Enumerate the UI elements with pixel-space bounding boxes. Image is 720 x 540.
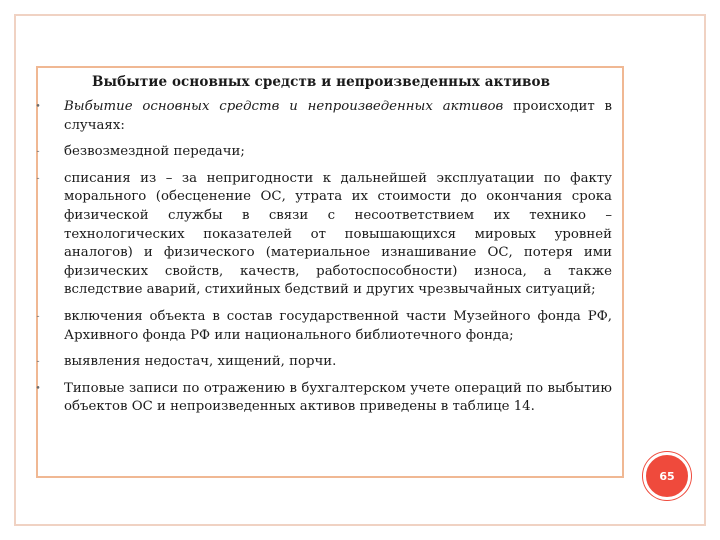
- list-item-text: безвозмездной передачи;: [64, 144, 245, 160]
- list-item-text: списания из – за непригодности к дальнейшей эксплуатации по факту морального (обесценение ОС, утрата их стоимости до окончания срока физической службы в связи с несоответствием их технико – технологических показателей от повышающихся мировых уровней аналогов) и физического (материальное изнашивание ОС, потеря ими физических свойств, качеств, работоспособности) износа, а также вследствие аварий, стихийных бедствий и других чрезвычайных ситуаций;: [64, 170, 612, 298]
- dash-marker: -: [36, 311, 40, 322]
- dash-marker: -: [36, 357, 40, 368]
- list-item: [36, 143, 612, 162]
- list-item-text: происходит в случаях:: [64, 99, 612, 133]
- slide-content: [35, 98, 612, 425]
- list-item-text: Типовые записи по отражению в бухгалтерском учете операций по выбытию объектов ОС и непроизведенных активов приведены в таблице 14.: [64, 380, 612, 415]
- bullet-marker: •: [35, 102, 41, 112]
- slide-title: Выбытие основных средств и непроизведенных активов: [92, 74, 551, 90]
- dash-marker: -: [36, 173, 40, 184]
- bullet-marker: •: [35, 383, 41, 394]
- list-item: [35, 98, 612, 135]
- list-item-text: включения объекта в состав государственной части Музейного фонда РФ, Архивного фонда РФ или национального библиотечного фонда;: [64, 308, 612, 343]
- list-item-text: выявления недостач, хищений, порчи.: [64, 354, 337, 370]
- list-item: [36, 170, 612, 300]
- list-item: [36, 308, 612, 345]
- dash-marker: -: [36, 147, 40, 158]
- italic-lead-text: Выбытие основных средств и непроизведенных активов: [64, 99, 504, 114]
- list-item: [35, 380, 612, 417]
- list-item: [36, 353, 612, 372]
- page-number-badge: 65: [643, 452, 691, 500]
